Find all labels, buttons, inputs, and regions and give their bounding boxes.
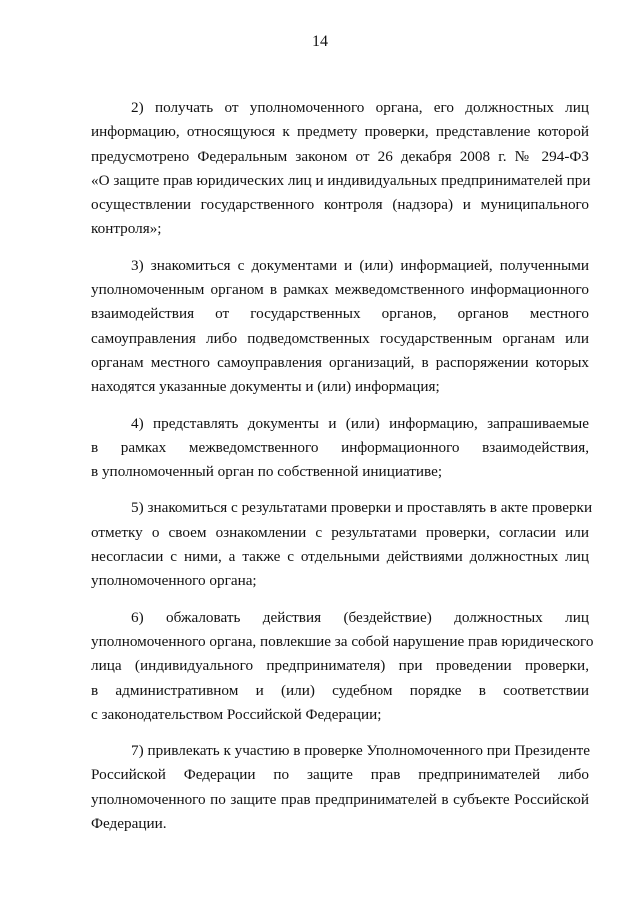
document-body bbox=[91, 96, 594, 848]
text-line: 5) знакомиться с результатами проверки и проставлять в акте проверки bbox=[131, 499, 593, 517]
paragraph-item-5 bbox=[91, 496, 593, 593]
text-line: с законодательством Российской Федерации; bbox=[91, 705, 382, 723]
text-line: уполномоченного органа, повлекшие за собой нарушение прав юридического bbox=[91, 632, 594, 650]
text-line: «О защите прав юридических лиц и индивидуальных предпринимателей при bbox=[91, 171, 591, 189]
paragraph-item-7 bbox=[91, 739, 589, 836]
text-line: осуществлении государственного контроля (надзора) и муниципального bbox=[91, 196, 589, 214]
text-line: Российской Федерации по защите прав предпринимателей либо bbox=[91, 766, 589, 784]
text-line: уполномоченного органа; bbox=[91, 572, 257, 590]
text-line: находятся указанные документы и (или) информация; bbox=[91, 378, 440, 396]
text-line: контроля»; bbox=[91, 220, 162, 238]
paragraph-item-3 bbox=[91, 254, 589, 400]
text-line: 4) представлять документы и (или) информацию, запрашиваемые bbox=[131, 414, 589, 432]
text-line: органам местного самоуправления организаций, в распоряжении которых bbox=[91, 353, 589, 371]
text-line: уполномоченным органом в рамках межведомственного информационного bbox=[91, 281, 589, 299]
text-line: 3) знакомиться с документами и (или) информацией, полученными bbox=[131, 256, 589, 274]
text-line: в рамках межведомственного информационного взаимодействия, bbox=[91, 438, 589, 456]
text-line: информацию, относящуюся к предмету проверки, представление которой bbox=[91, 123, 589, 141]
text-line: несогласии с ними, а также с отдельными действиями должностных лиц bbox=[91, 548, 589, 566]
text-line: в административном и (или) судебном порядке в соответствии bbox=[91, 681, 589, 699]
text-line: лица (индивидуального предпринимателя) при проведении проверки, bbox=[91, 657, 589, 675]
paragraph-item-6 bbox=[91, 606, 594, 727]
text-line: предусмотрено Федеральным законом от 26 декабря 2008 г. № 294-ФЗ bbox=[91, 147, 589, 165]
paragraph-item-2 bbox=[91, 96, 589, 242]
text-line: уполномоченного по защите прав предпринимателей в субъекте Российской bbox=[91, 790, 589, 808]
text-line: 6) обжаловать действия (бездействие) должностных лиц bbox=[131, 608, 589, 626]
text-line: Федерации. bbox=[91, 815, 167, 833]
page-number: 14 bbox=[312, 33, 328, 50]
text-line: в уполномоченный орган по собственной инициативе; bbox=[91, 463, 443, 481]
text-line: взаимодействия от государственных органов, органов местного bbox=[91, 305, 589, 323]
text-line: 2) получать от уполномоченного органа, его должностных лиц bbox=[131, 99, 589, 116]
paragraph-item-4 bbox=[91, 412, 589, 485]
text-line: отметку о своем ознакомлении с результатами проверки, согласии или bbox=[91, 523, 589, 541]
text-line: самоуправления либо подведомственных государственным органам или bbox=[91, 329, 589, 347]
text-line: 7) привлекать к участию в проверке Уполномоченного при Президенте bbox=[131, 742, 590, 760]
